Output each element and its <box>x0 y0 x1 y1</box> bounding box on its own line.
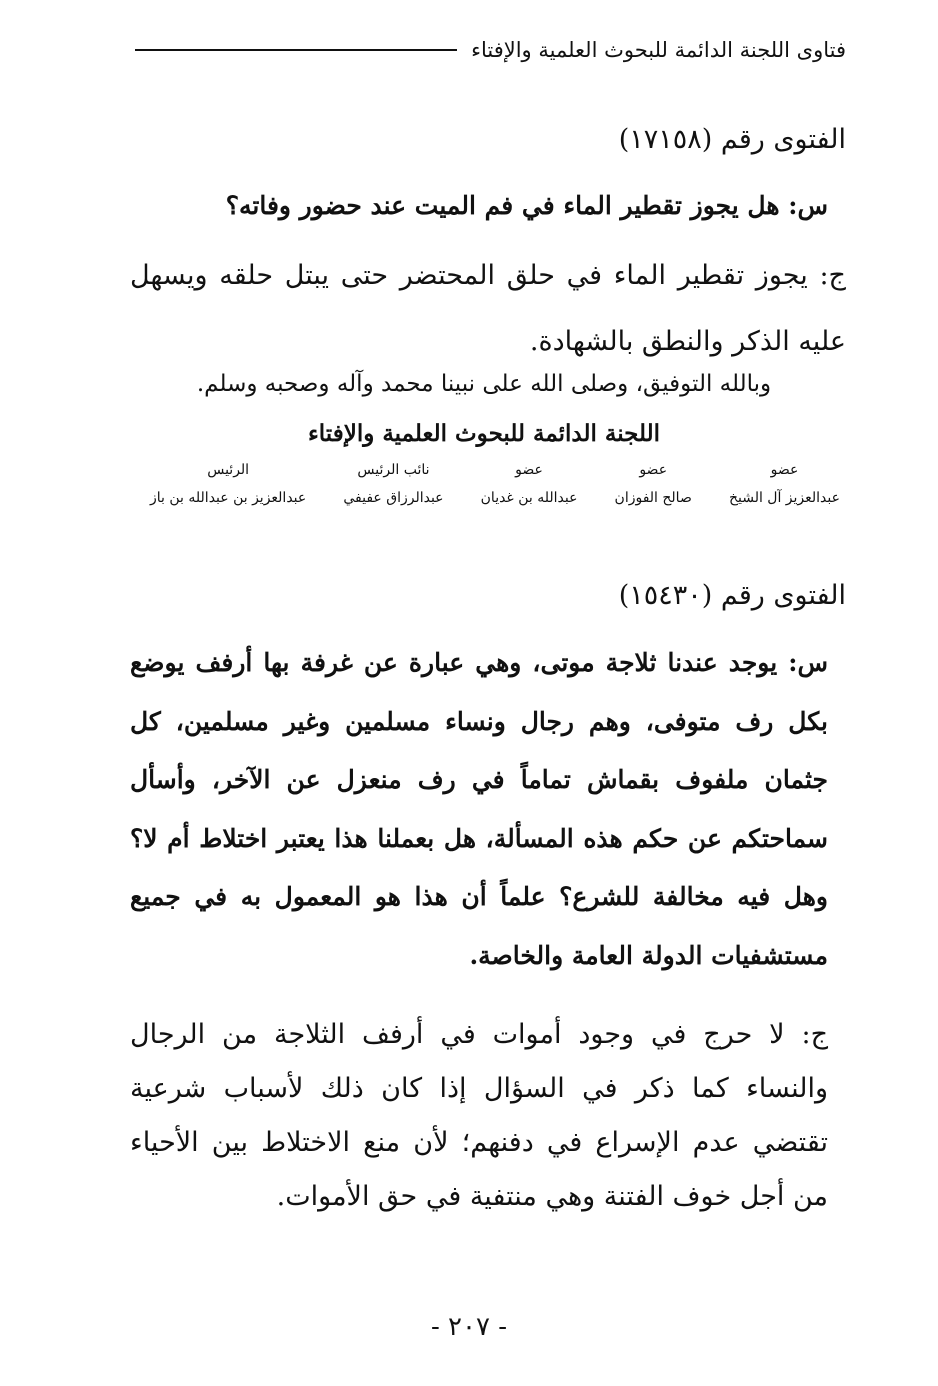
fatwa-1-question: س: هل يجوز تقطير الماء في فم الميت عند حضور وفاته؟ <box>225 191 828 220</box>
fatwa-1-heading: الفتوى رقم (١٧١٥٨) <box>618 124 846 155</box>
fatwa-1-committee: اللجنة الدائمة للبحوث العلمية والإفتاء <box>307 420 661 447</box>
signatory-role: الرئيس <box>207 462 250 478</box>
signatory-5 <box>150 462 306 506</box>
fatwa-2-question: س: يوجد عندنا ثلاجة موتى، وهي عبارة عن غرفة بها أرفف يوضع بكل رف متوفى، وهم رجال ونساء مسلمين وغير مسلمين، كل جثمان ملفوف بقماش تماماً في رف منعزل عن الآخر، وأسأل سماحتكم عن حكم هذه المسألة، هل بعملنا هذا يعتبر اختلاط أم لا؟ وهل فيه مخالفة للشرع؟ علماً أن هذا هو المعمول به في جميع مستشفيات الدولة العامة والخاصة. <box>130 648 828 970</box>
signatory-name: عبدالعزيز بن عبدالله بن باز <box>150 490 307 506</box>
signatory-name: عبدالله بن غديان <box>480 490 578 506</box>
signatory-role: عضو <box>515 462 543 478</box>
signatory-name: عبدالرزاق عفيفي <box>343 490 444 506</box>
signatory-4 <box>343 462 443 506</box>
running-header <box>135 38 846 62</box>
running-title: فتاوى اللجنة الدائمة للبحوث العلمية والإفتاء <box>471 38 846 62</box>
signatories <box>150 462 840 506</box>
signatory-1 <box>729 462 840 506</box>
signatory-3 <box>481 462 578 506</box>
fatwa-1-closing: وبالله التوفيق، وصلى الله على نبينا محمد وآله وصحبه وسلم. <box>196 371 772 397</box>
signatory-2 <box>615 462 692 506</box>
signatory-role: عضو <box>639 462 668 478</box>
page-number: - ٢٠٧ - <box>430 1312 508 1342</box>
header-rule <box>135 49 457 51</box>
fatwa-2-answer: ج: لا حرج في وجود أموات في أرفف الثلاجة من الرجال والنساء كما ذكر في السؤال إذا كان ذلك لأسباب شرعية تقتضي عدم الإسراع في دفنهم؛ لأن منع الاختلاط بين الأحياء من أجل خوف الفتنة وهي منتفية في حق الأموات. <box>130 1019 828 1212</box>
fatwa-2-heading: الفتوى رقم (١٥٤٣٠) <box>618 580 846 611</box>
signatory-role: عضو <box>770 462 799 478</box>
signatory-name: صالح الفوزان <box>614 490 692 506</box>
signatory-name: عبدالعزيز آل الشيخ <box>728 490 840 506</box>
fatwa-1-answer: ج: يجوز تقطير الماء في حلق المحتضر حتى يبتل حلقه ويسهل عليه الذكر والنطق بالشهادة. <box>130 260 846 357</box>
signatory-role: نائب الرئيس <box>357 462 430 478</box>
